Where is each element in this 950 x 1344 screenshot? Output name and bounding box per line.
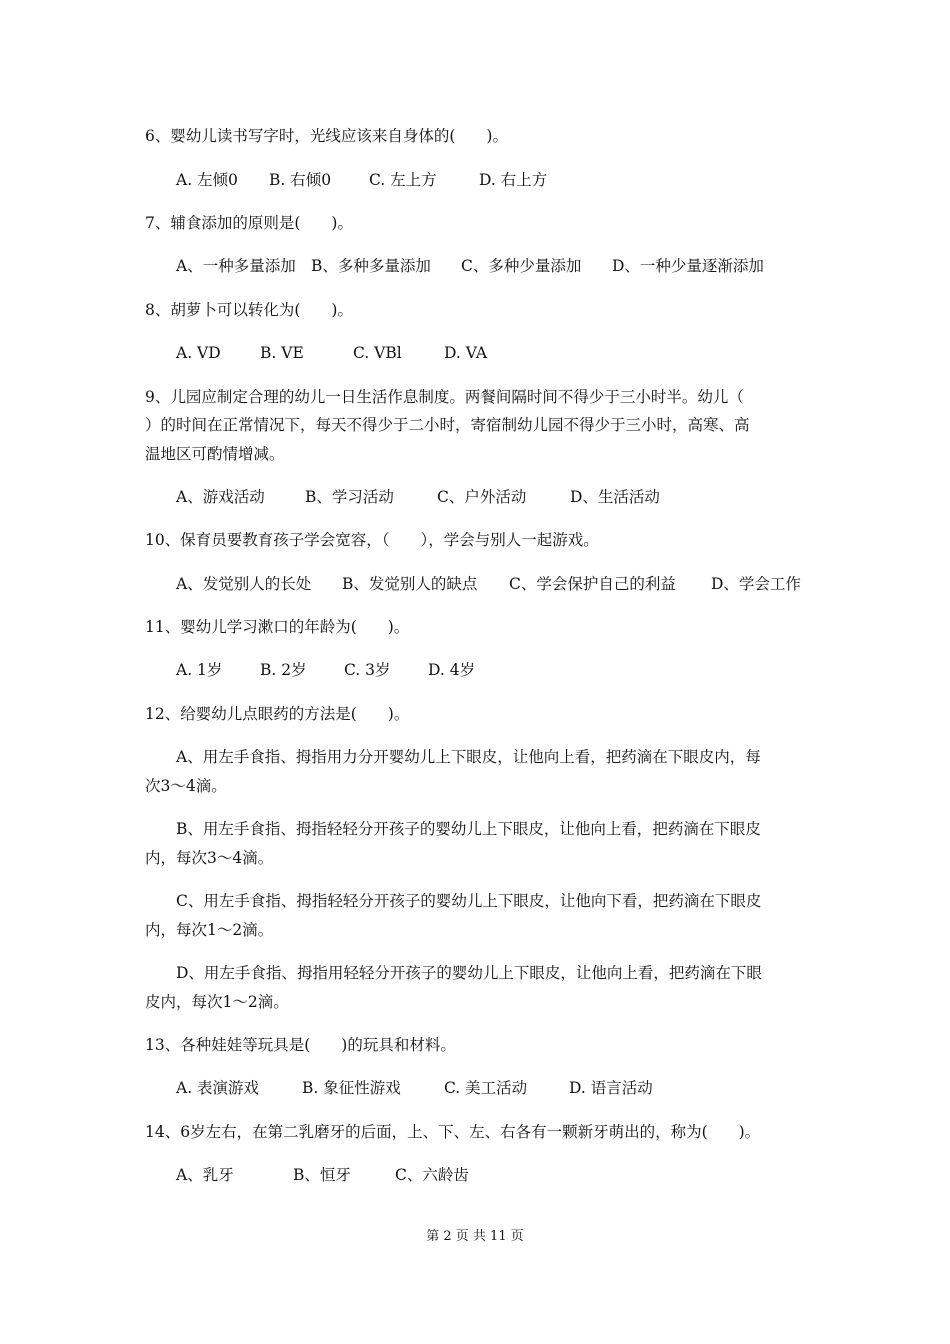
question-13-stem: 13、各种娃娃等玩具是( )的玩具和材料。 <box>145 1036 456 1054</box>
option-b: B. 2岁 <box>260 661 307 679</box>
option-a: A、乳牙 <box>176 1166 234 1184</box>
question-12-option-d-line-2: 皮内，每次1～2滴。 <box>145 993 289 1011</box>
question-12-option-c-line-1: C、用左手食指、拇指轻轻分开孩子的婴幼儿上下眼皮，让他向下看，把药滴在下眼皮 <box>176 892 762 910</box>
option-b: B. VE <box>260 344 304 362</box>
option-c: C. 左上方 <box>369 171 437 189</box>
question-12-stem: 12、给婴幼儿点眼药的方法是( )。 <box>145 705 410 723</box>
option-c: C. 美工活动 <box>444 1079 528 1097</box>
option-d: D、学会工作 <box>711 575 801 593</box>
option-d: D、生活活动 <box>570 488 660 506</box>
option-b: B、发觉别人的缺点 <box>342 575 478 593</box>
option-a: A、发觉别人的长处 <box>176 575 312 593</box>
option-c: C. VBl <box>353 344 402 362</box>
question-9-stem-line-2: ）的时间在正常情况下，每天不得少于二小时，寄宿制幼儿园不得少于三小时，高寒、高 <box>145 416 750 434</box>
option-c: C、户外活动 <box>437 488 527 506</box>
option-d: D、一种少量逐渐添加 <box>612 257 764 275</box>
question-7-stem: 7、辅食添加的原则是( )。 <box>145 214 353 232</box>
page-footer: 第 2 页 共 11 页 <box>426 1229 524 1244</box>
option-d: D. 语言活动 <box>569 1079 653 1097</box>
question-12-option-b-line-2: 内，每次3～4滴。 <box>145 849 274 867</box>
option-c: C、学会保护自己的利益 <box>509 575 676 593</box>
question-12-option-c-line-2: 内，每次1～2滴。 <box>145 921 274 939</box>
question-6-stem: 6、婴幼儿读书写字时，光线应该来自身体的( )。 <box>145 127 508 145</box>
option-c: C、多种少量添加 <box>461 257 582 275</box>
option-d: D. 右上方 <box>479 171 548 189</box>
option-b: B. 象征性游戏 <box>302 1079 401 1097</box>
question-11-stem: 11、婴幼儿学习漱口的年龄为( )。 <box>145 618 410 636</box>
question-8-stem: 8、胡萝卜可以转化为( )。 <box>145 301 353 319</box>
question-9-stem-line-1: 9、儿园应制定合理的幼儿一日生活作息制度。两餐间隔时间不得少于三小时半。幼儿（ <box>145 388 744 406</box>
question-12-option-d-line-1: D、用左手食指、拇指用轻轻分开孩子的婴幼儿上下眼皮，让他向上看，把药滴在下眼 <box>176 964 762 982</box>
question-14-stem: 14、6岁左右，在第二乳磨牙的后面，上、下、左、右各有一颗新牙萌出的，称为( )。 <box>145 1123 761 1141</box>
option-b: B、多种多量添加 <box>311 257 431 275</box>
option-b: B、学习活动 <box>305 488 394 506</box>
option-a: A. VD <box>176 344 221 362</box>
option-a: A、游戏活动 <box>176 488 265 506</box>
option-c: C、六龄齿 <box>395 1166 469 1184</box>
option-b: B、恒牙 <box>293 1166 351 1184</box>
option-a: A. 表演游戏 <box>176 1079 260 1097</box>
option-a: A. 1岁 <box>176 661 223 679</box>
option-d: D. VA <box>444 344 488 362</box>
option-a: A、一种多量添加 <box>176 257 296 275</box>
option-b: B. 右倾0 <box>269 171 332 189</box>
option-d: D. 4岁 <box>428 661 476 679</box>
question-12-option-b-line-1: B、用左手食指、拇指轻轻分开孩子的婴幼儿上下眼皮，让他向上看，把药滴在下眼皮 <box>176 820 761 838</box>
question-10-stem: 10、保育员要教育孩子学会宽容，（ ），学会与别人一起游戏。 <box>145 531 599 549</box>
question-12-option-a-line-2: 次3～4滴。 <box>145 777 227 795</box>
question-12-option-a-line-1: A、用左手食指、拇指用力分开婴幼儿上下眼皮，让他向上看，把药滴在下眼皮内，每 <box>176 748 761 766</box>
option-c: C. 3岁 <box>344 661 391 679</box>
option-a: A. 左倾0 <box>176 171 238 189</box>
question-9-stem-line-3: 温地区可酌情增减。 <box>145 445 285 463</box>
